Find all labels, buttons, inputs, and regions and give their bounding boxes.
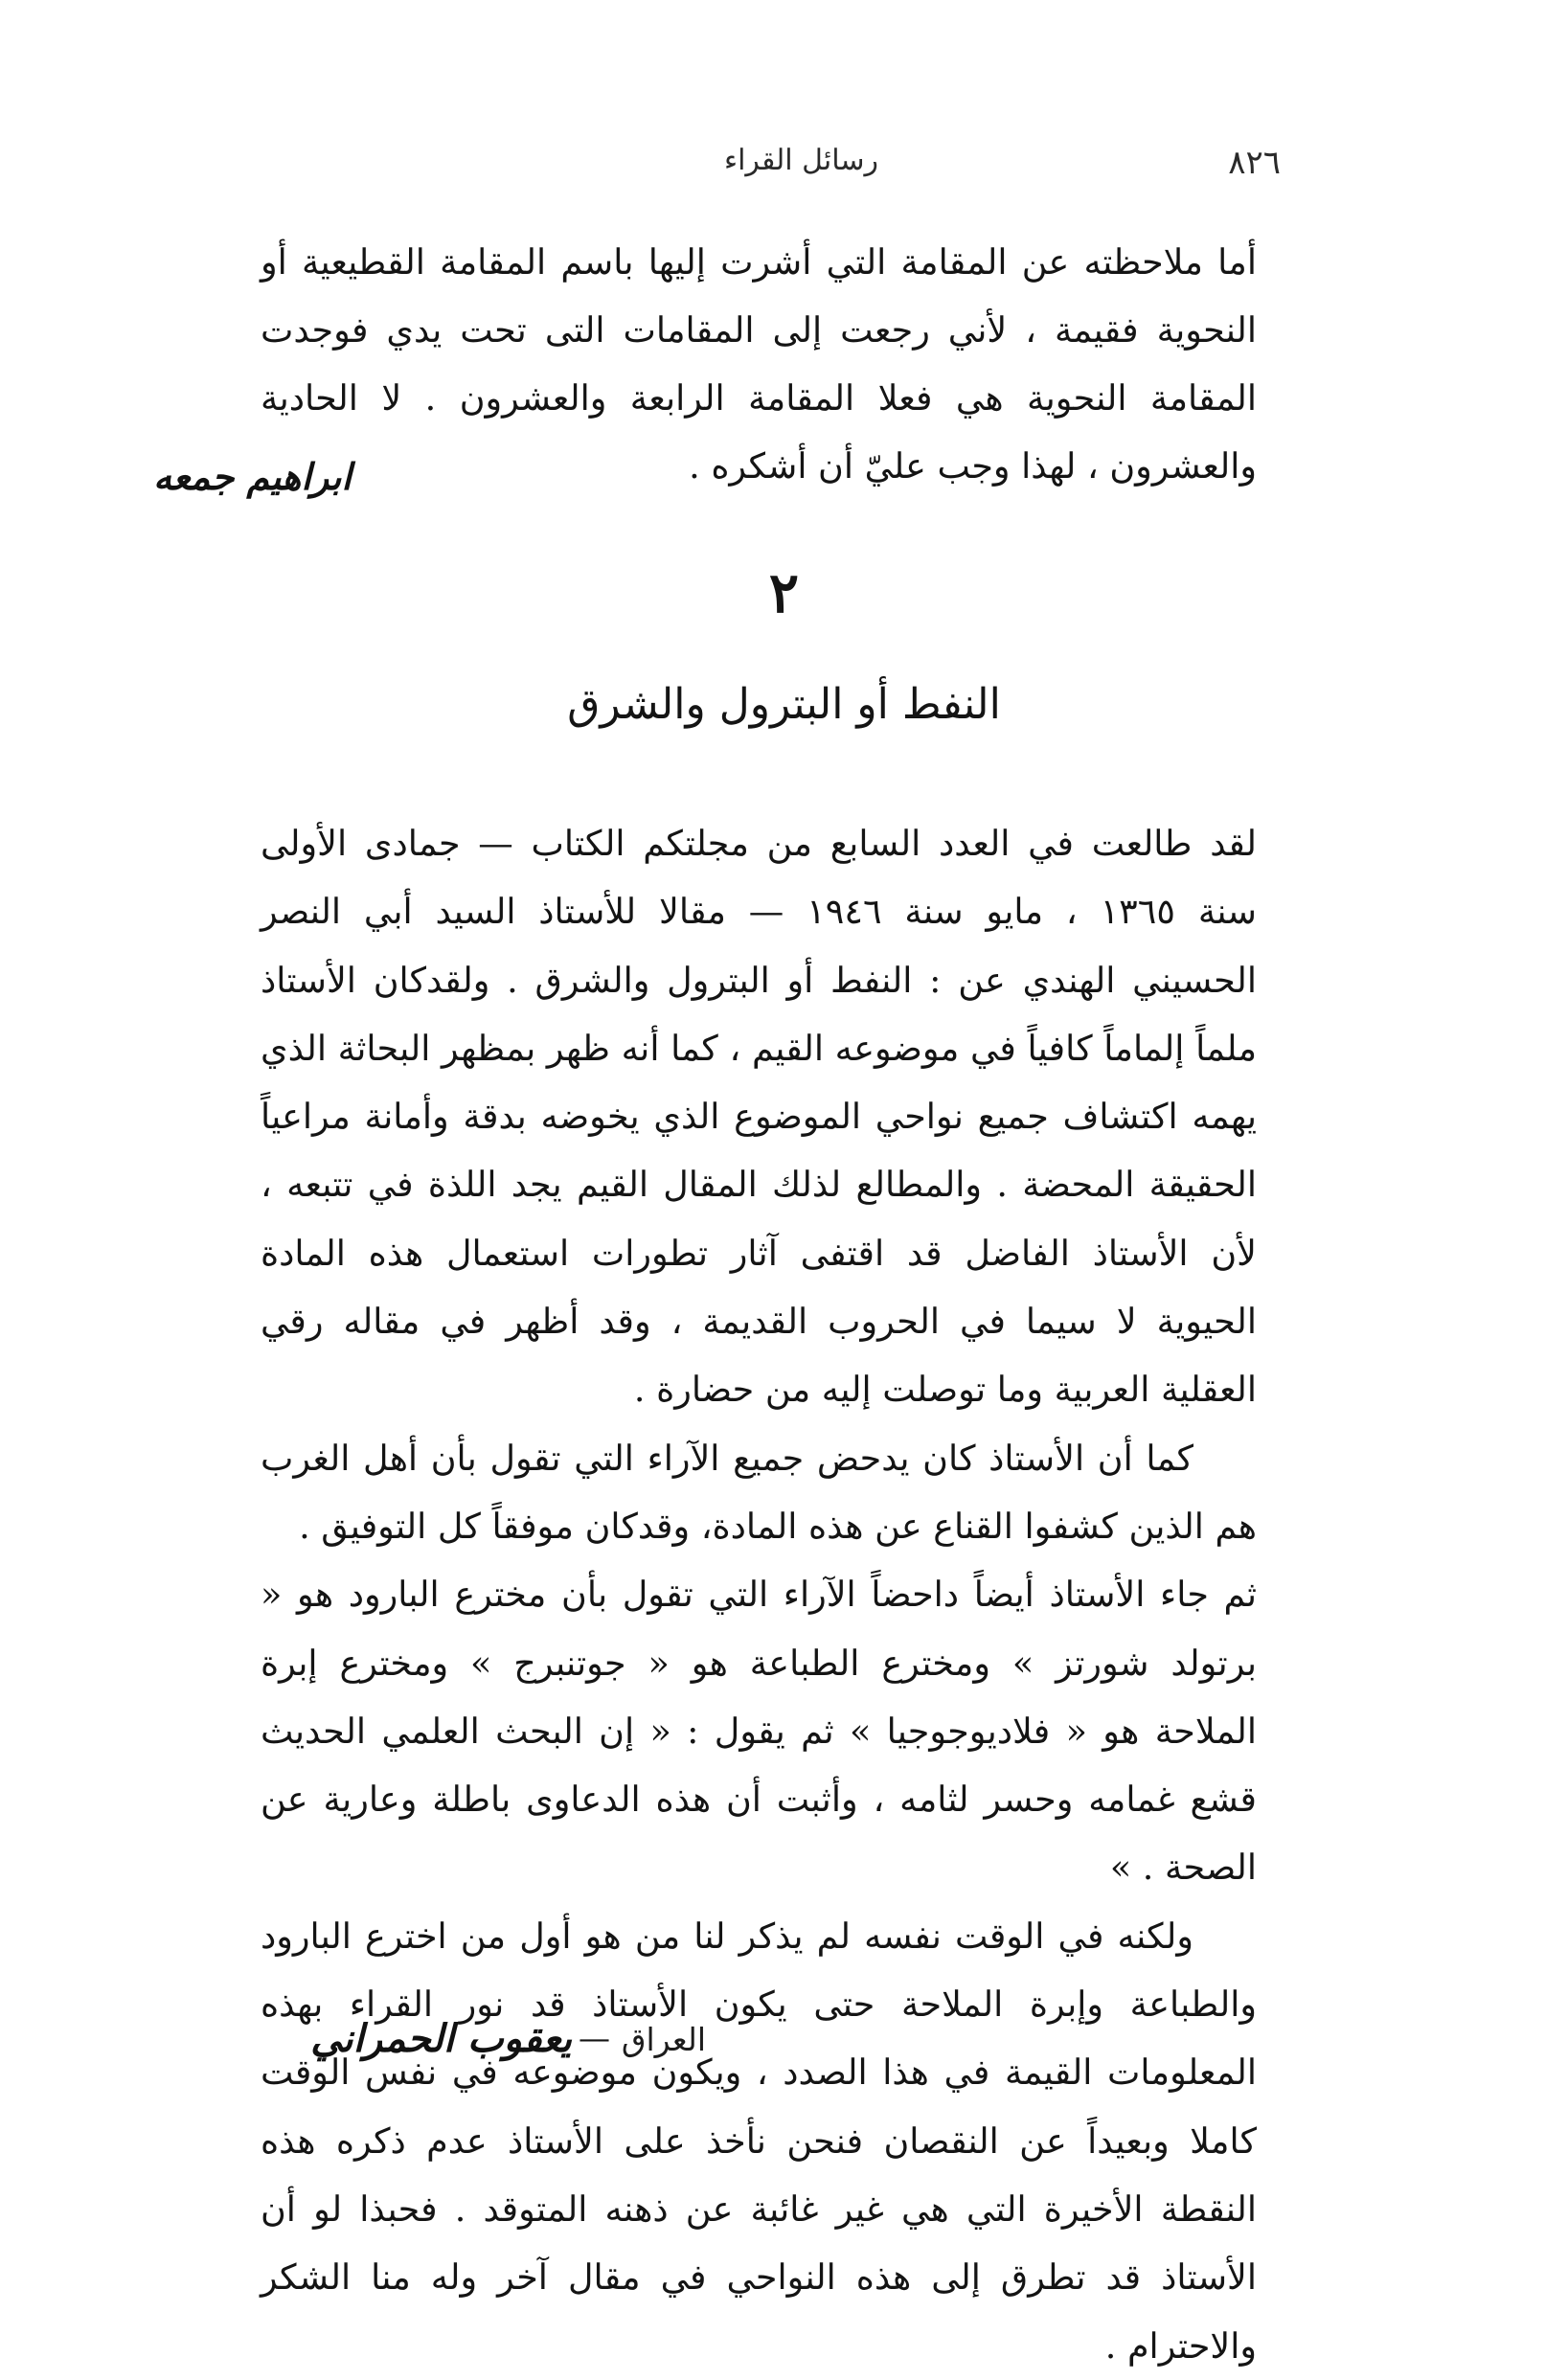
- running-title: رسائل القراء: [723, 144, 878, 177]
- paragraph: ثم جاء الأستاذ أيضاً داحضاً الآراء التي تقول بأن مخترع البارود هو « برتولد شورتز » ومخترع الطباعة هو « جوتنبرج » ومخترع إبرة الملاحة هو « فلاديوجوجيا » ثم يقول : « إن البحث العلمي الحديث قشع غمامه وحسر لثامه ، وأثبت أن هذه الدعاوى باطلة وعارية عن الصحة . »: [261, 1574, 1257, 1889]
- letter-two-title: النفط أو البترول والشرق: [567, 680, 1001, 729]
- letter-two-body: [261, 809, 1257, 2380]
- signature-dash: —: [579, 2019, 610, 2056]
- letter-two-place: العراق: [621, 2021, 706, 2058]
- section-number: ٢: [768, 560, 800, 625]
- letter-one-text: أما ملاحظته عن المقامة التي أشرت إليها باسم المقامة القطيعية أو النحوية فقيمة ، لأني رجعت إلى المقامات التى تحت يدي فوجدت المقامة النحوية هي فعلا المقامة الرابعة والعشرون . لا الحادية والعشرون ، لهذا وجب عليّ أن أشكره .: [261, 241, 1257, 487]
- page-number: ٨٢٦: [1228, 144, 1281, 182]
- letter-one-signature: ابراهيم جمعه: [153, 455, 352, 498]
- paragraph: كما أن الأستاذ كان يدحض جميع الآراء التي تقول بأن أهل الغرب هم الذين كشفوا القناع عن هذه المادة، وقدكان موفقاً كل التوفيق .: [261, 1437, 1257, 1547]
- paragraph: لقد طالعت في العدد السابع من مجلتكم الكتاب — جمادى الأولى سنة ١٣٦٥ ، مايو سنة ١٩٤٦ — مقالا للأستاذ السيد أبي النصر الحسيني الهندي عن : النفط أو البترول والشرق . ولقدكان الأستاذ ملماً إلماماً كافياً في موضوعه القيم ، كما أنه ظهر بمظهر البحاثة الذي يهمه اكتشاف جميع نواحي الموضوع الذي يخوضه بدقة وأمانة مراعياً الحقيقة المحضة . والمطالع لذلك المقال القيم يجد اللذة في تتبعه ، لأن الأستاذ الفاضل قد اقتفى آثار تطورات استعمال هذه المادة الحيوية لا سيما في الحروب القديمة ، وقد أظهر في مقاله رقي العقلية العربية وما توصلت إليه من حضارة .: [261, 823, 1257, 1411]
- letter-two-signature: يعقوب الحمراني: [310, 2016, 572, 2061]
- paragraph: ولكنه في الوقت نفسه لم يذكر لنا من هو أول من اخترع البارود والطباعة وإبرة الملاحة حتى يكون الأستاذ قد نور القراء بهذه المعلومات القيمة في هذا الصدد ، ويكون موضوعه في نفس الوقت كاملا وبعيداً عن النقصان فنحن نأخذ على الأستاذ عدم ذكره هذه النقطة الأخيرة التي هي غير غائبة عن ذهنه المتوقد . فحبذا لو أن الأستاذ قد تطرق إلى هذه النواحي في مقال آخر وله منا الشكر والاحترام .: [261, 1915, 1257, 2367]
